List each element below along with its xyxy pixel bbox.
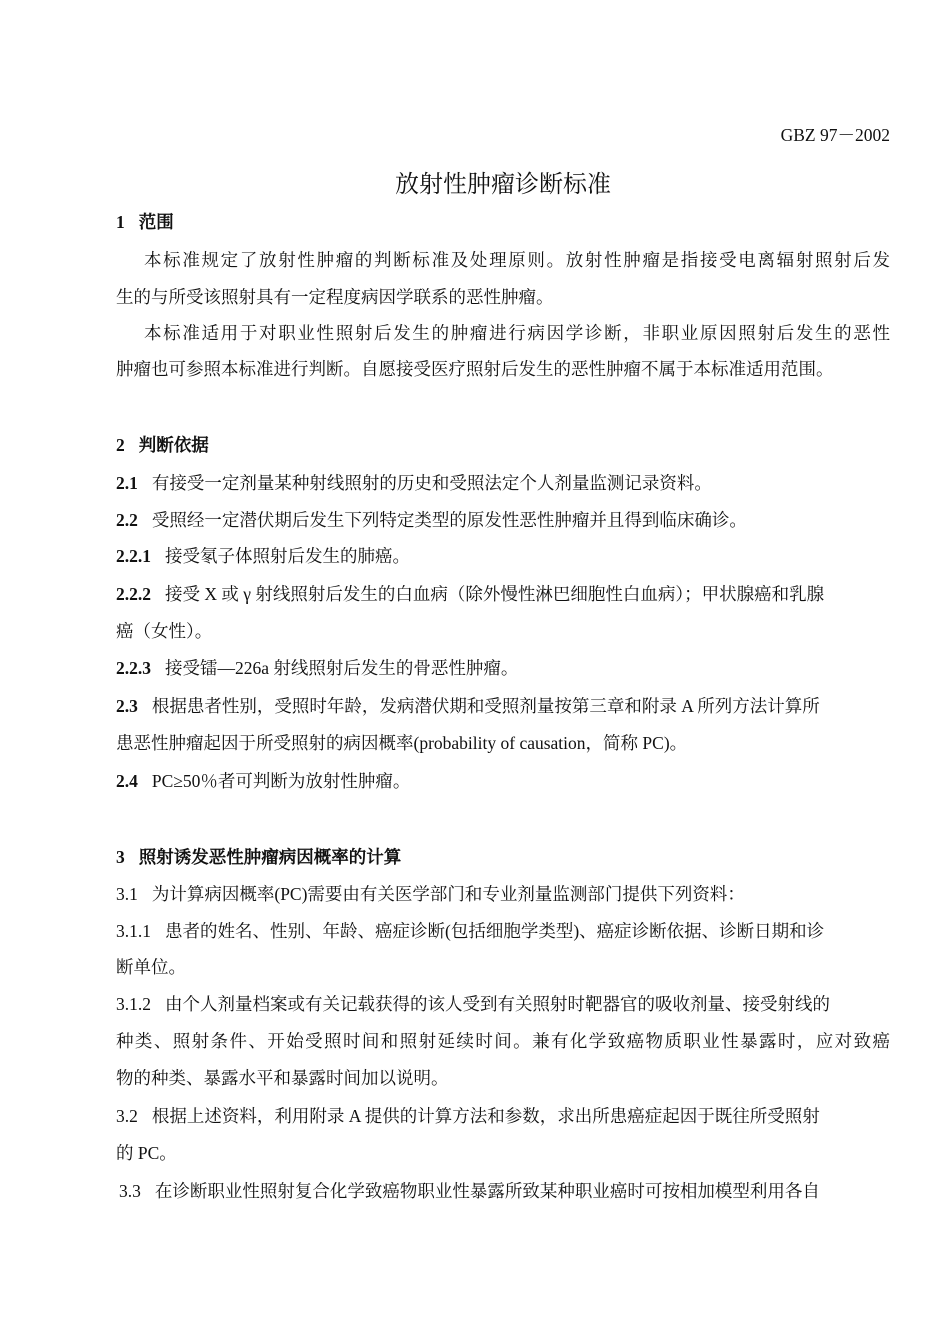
clause-number: 3.1 — [116, 884, 138, 904]
clause-2-2-1 — [116, 545, 890, 567]
clause-2-3 — [116, 695, 890, 717]
clause-text: 接受 X 或 γ 射线照射后发生的白血病（除外慢性淋巴细胞性白血病）；甲状腺癌和乳腺 — [165, 584, 825, 604]
standard-code: GBZ 97－2002 — [780, 125, 890, 145]
section-number: 2 — [116, 435, 125, 455]
clause-text: 接受镭—226a 射线照射后发生的骨恶性肿瘤。 — [165, 658, 519, 678]
paragraph-line: 本标准规定了放射性肿瘤的判断标准及处理原则。放射性肿瘤是指接受电离辐射照射后发 — [144, 250, 890, 270]
section-number: 1 — [116, 212, 125, 232]
paragraph-line: 本标准适用于对职业性照射后发生的肿瘤进行病因学诊断，非职业原因照射后发生的恶性 — [144, 323, 890, 343]
paragraph-line: 生的与所受该照射具有一定程度病因学联系的恶性肿瘤。 — [116, 287, 554, 307]
paragraph-line: 种类、照射条件、开始受照时间和照射延续时间。兼有化学致癌物质职业性暴露时，应对致癌 — [116, 1031, 890, 1051]
paragraph-line: 断单位。 — [116, 957, 186, 977]
paragraph-line: 的 PC。 — [116, 1143, 177, 1163]
section-title: 照射诱发恶性肿瘤病因概率的计算 — [138, 847, 402, 867]
section-title: 范围 — [138, 212, 174, 232]
clause-3-1-2 — [116, 993, 890, 1015]
clause-text: 接受氡子体照射后发生的肺癌。 — [165, 546, 410, 566]
clause-number: 2.2.1 — [116, 546, 151, 566]
clause-text: 有接受一定剂量某种射线照射的历史和受照法定个人剂量监测记录资料。 — [151, 473, 712, 493]
clause-3-1-1 — [116, 920, 890, 942]
clause-number: 3.2 — [116, 1106, 138, 1126]
document-title: 放射性肿瘤诊断标准 — [395, 170, 611, 198]
paragraph-line: 物的种类、暴露水平和暴露时间加以说明。 — [116, 1068, 449, 1088]
clause-text: 根据患者性别，受照时年龄，发病潜伏期和受照剂量按第三章和附录 A 所列方法计算所 — [151, 696, 820, 716]
paragraph-line: 肿瘤也可参照本标准进行判断。自愿接受医疗照射后发生的恶性肿瘤不属于本标准适用范围。 — [116, 359, 834, 379]
clause-3-1 — [116, 883, 890, 905]
clause-text: 为计算病因概率(PC)需要由有关医学部门和专业剂量监测部门提供下列资料： — [151, 884, 745, 904]
paragraph-line: 患恶性肿瘤起因于所受照射的病因概率(probability of causation，简称 PC)。 — [116, 733, 688, 753]
section-title: 判断依据 — [138, 435, 209, 455]
section-number: 3 — [116, 847, 125, 867]
section-3-heading — [116, 846, 890, 868]
clause-text: 患者的姓名、性别、年龄、癌症诊断(包括细胞学类型)、癌症诊断依据、诊断日期和诊 — [165, 921, 825, 941]
clause-text: 在诊断职业性照射复合化学致癌物职业性暴露所致某种职业癌时可按相加模型利用各自 — [154, 1181, 820, 1201]
clause-text: PC≥50％者可判断为放射性肿瘤。 — [151, 771, 411, 791]
clause-2-1 — [116, 472, 890, 494]
clause-number: 2.4 — [116, 771, 138, 791]
clause-2-2 — [116, 509, 890, 531]
clause-number: 2.2.2 — [116, 584, 151, 604]
clause-3-3 — [119, 1180, 893, 1202]
clause-text: 由个人剂量档案或有关记载获得的该人受到有关照射时靶器官的吸收剂量、接受射线的 — [165, 994, 830, 1014]
clause-number: 2.2 — [116, 510, 138, 530]
clause-text: 受照经一定潜伏期后发生下列特定类型的原发性恶性肿瘤并且得到临床确诊。 — [151, 510, 747, 530]
clause-number: 3.3 — [119, 1181, 141, 1201]
clause-number: 2.1 — [116, 473, 138, 493]
section-2-heading — [116, 434, 890, 456]
clause-2-2-3 — [116, 657, 890, 679]
clause-2-4 — [116, 770, 890, 792]
clause-number: 3.1.1 — [116, 921, 151, 941]
clause-text: 根据上述资料，利用附录 A 提供的计算方法和参数，求出所患癌症起因于既往所受照射 — [151, 1106, 820, 1126]
clause-number: 2.2.3 — [116, 658, 151, 678]
clause-2-2-2 — [116, 583, 890, 605]
clause-number: 3.1.2 — [116, 994, 151, 1014]
paragraph-line: 癌（女性）。 — [116, 621, 213, 641]
section-1-heading — [116, 211, 890, 233]
clause-3-2 — [116, 1105, 890, 1127]
clause-number: 2.3 — [116, 696, 138, 716]
